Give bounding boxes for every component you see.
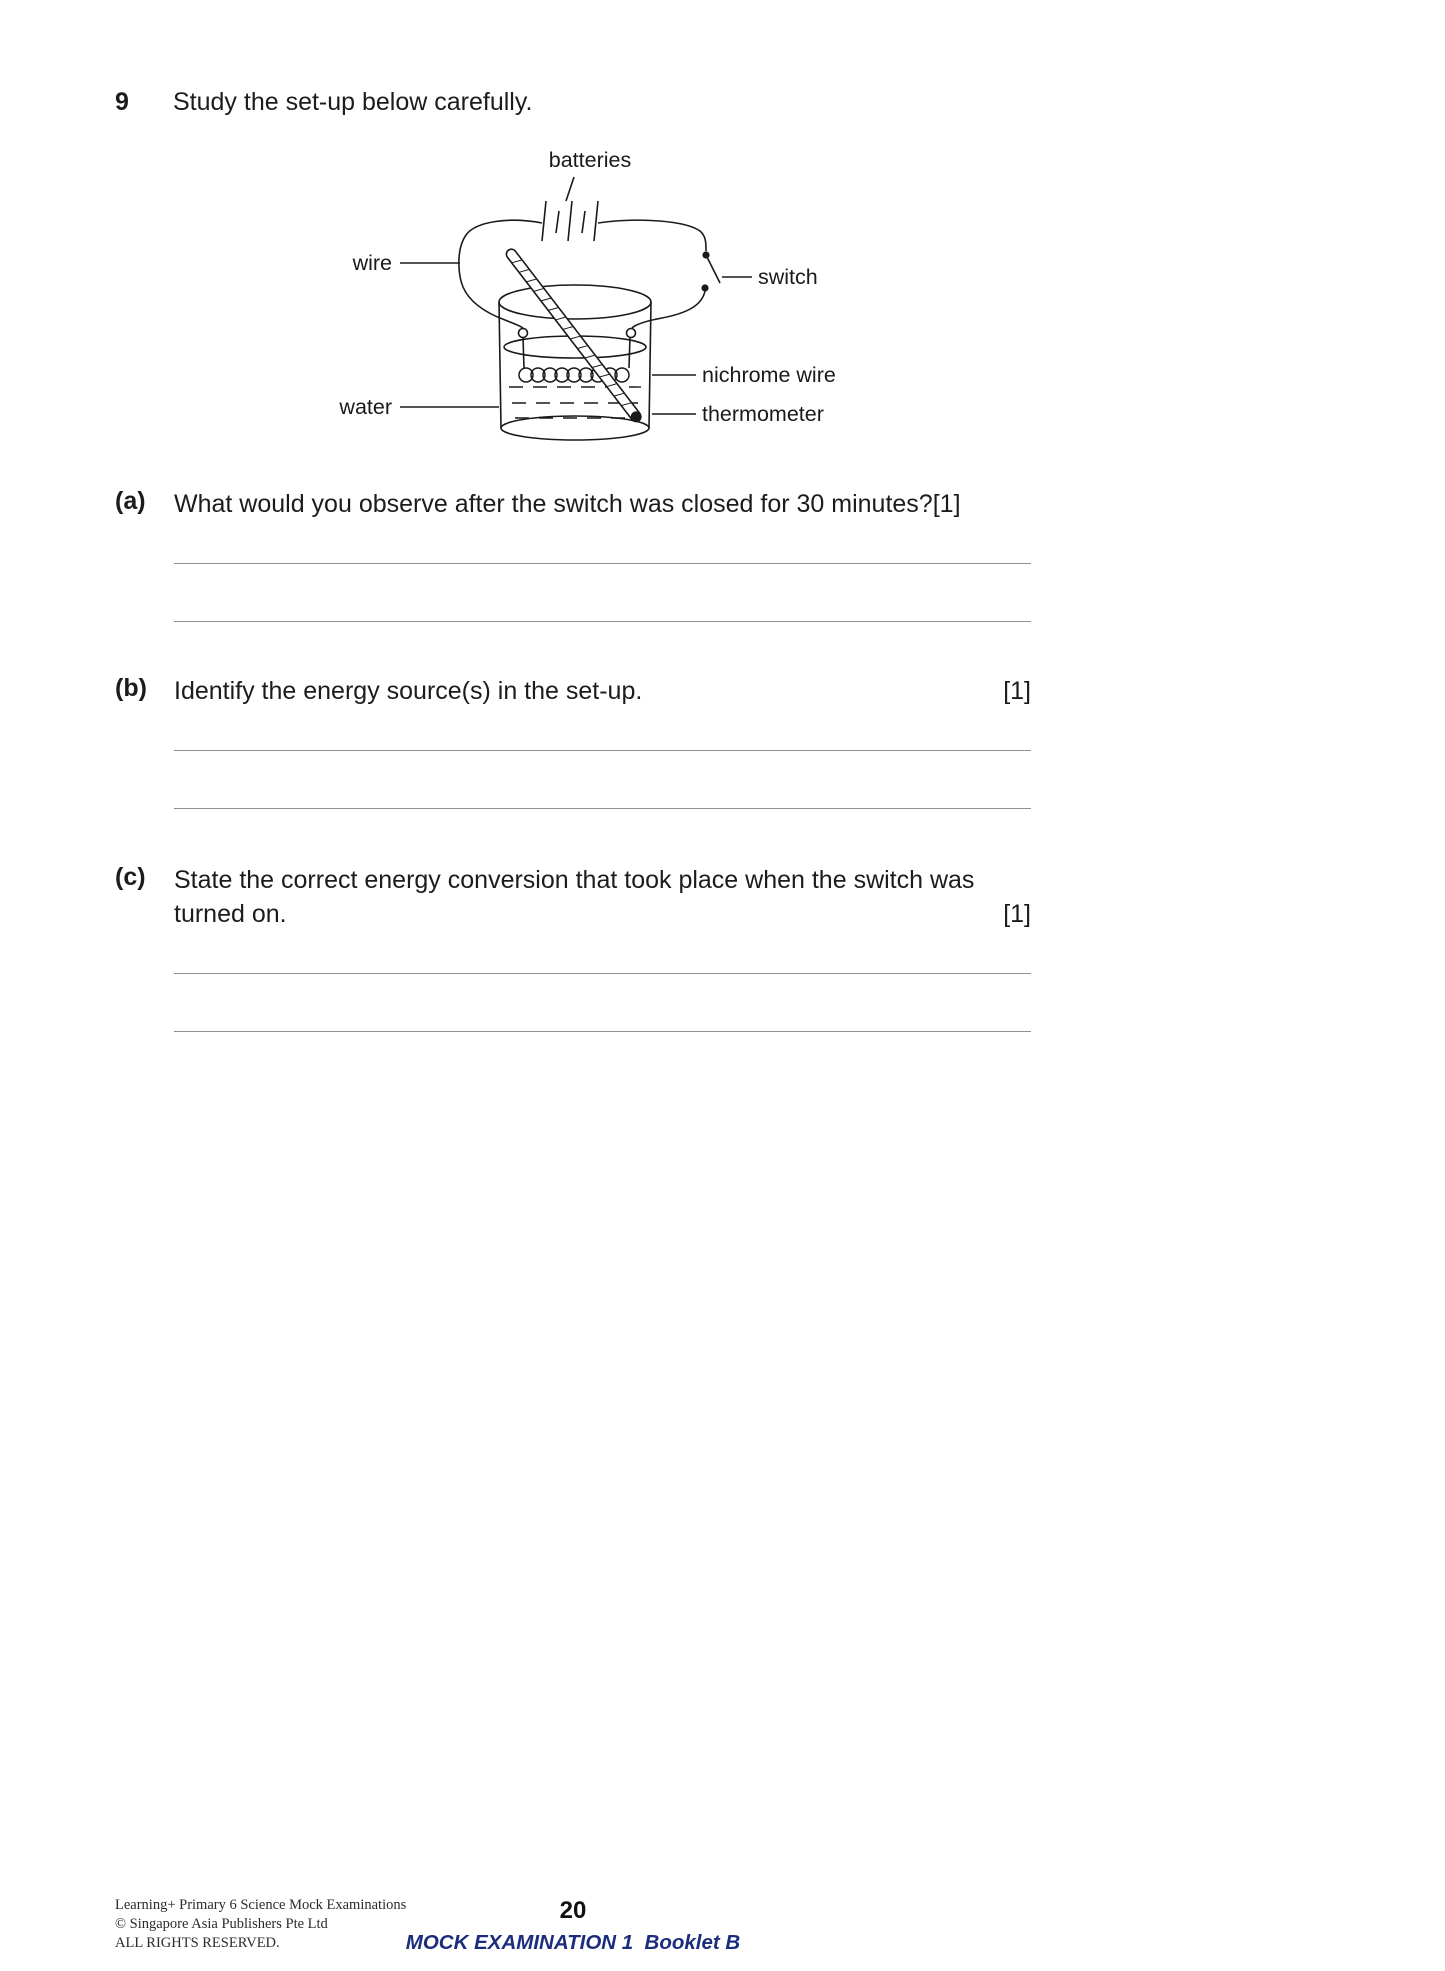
thermometer-rod (504, 247, 644, 425)
part-b-text (174, 674, 1031, 708)
part-c-label: (c) (115, 863, 146, 891)
booklet-title: MOCK EXAMINATION 1 Booklet B (405, 1931, 741, 1954)
label-switch: switch (758, 265, 818, 289)
switch-lever (707, 257, 720, 283)
answer-line (174, 750, 1031, 751)
page-footer (115, 1897, 1031, 1955)
publisher-line: ALL RIGHTS RESERVED. (115, 1935, 280, 1951)
part-b-label: (b) (115, 674, 147, 702)
label-wire: wire (352, 251, 392, 275)
part-a-mark: [1] (932, 490, 961, 518)
battery-symbol (542, 177, 598, 241)
publisher-line: Learning+ Primary 6 Science Mock Examinations (115, 1897, 407, 1913)
beaker (499, 285, 651, 440)
circuit-wires (459, 220, 720, 368)
part-c (115, 863, 1031, 1032)
part-b-mark: [1] (1003, 677, 1031, 705)
question-intro: Study the set-up below carefully. (173, 88, 533, 116)
part-c-mark: [1] (1003, 900, 1031, 928)
part-b-question: Identify the energy source(s) in the set-up. (174, 677, 643, 705)
part-c-question-line2: turned on. (174, 900, 287, 928)
switch-contact-bottom (702, 285, 708, 291)
part-a-question: What would you observe after the switch was closed for 30 minutes? (174, 490, 933, 518)
question-number: 9 (115, 88, 129, 116)
question-header (115, 88, 1031, 117)
part-c-question-line1: State the correct energy conversion that took place when the switch was (174, 866, 975, 894)
switch-contact-top (703, 252, 709, 258)
publisher-line: © Singapore Asia Publishers Pte Ltd (115, 1916, 328, 1932)
page-number: 20 (559, 1897, 587, 1924)
part-a (115, 487, 1031, 622)
part-c-text (174, 863, 1031, 931)
part-b (115, 674, 1031, 809)
part-a-label: (a) (115, 487, 146, 515)
answer-line (174, 973, 1031, 974)
part-a-text (174, 487, 1031, 521)
label-thermometer: thermometer (702, 402, 824, 426)
answer-line (174, 621, 1031, 622)
answer-line (174, 563, 1031, 564)
question-block (115, 88, 1031, 1032)
circuit-diagram-svg (300, 135, 920, 465)
label-batteries: batteries (548, 148, 632, 172)
answer-line (174, 1031, 1031, 1032)
circuit-diagram (300, 135, 920, 465)
label-water: water (339, 395, 392, 419)
publisher-info (115, 1896, 406, 1953)
label-nichrome-wire: nichrome wire (702, 363, 836, 387)
answer-line (174, 808, 1031, 809)
